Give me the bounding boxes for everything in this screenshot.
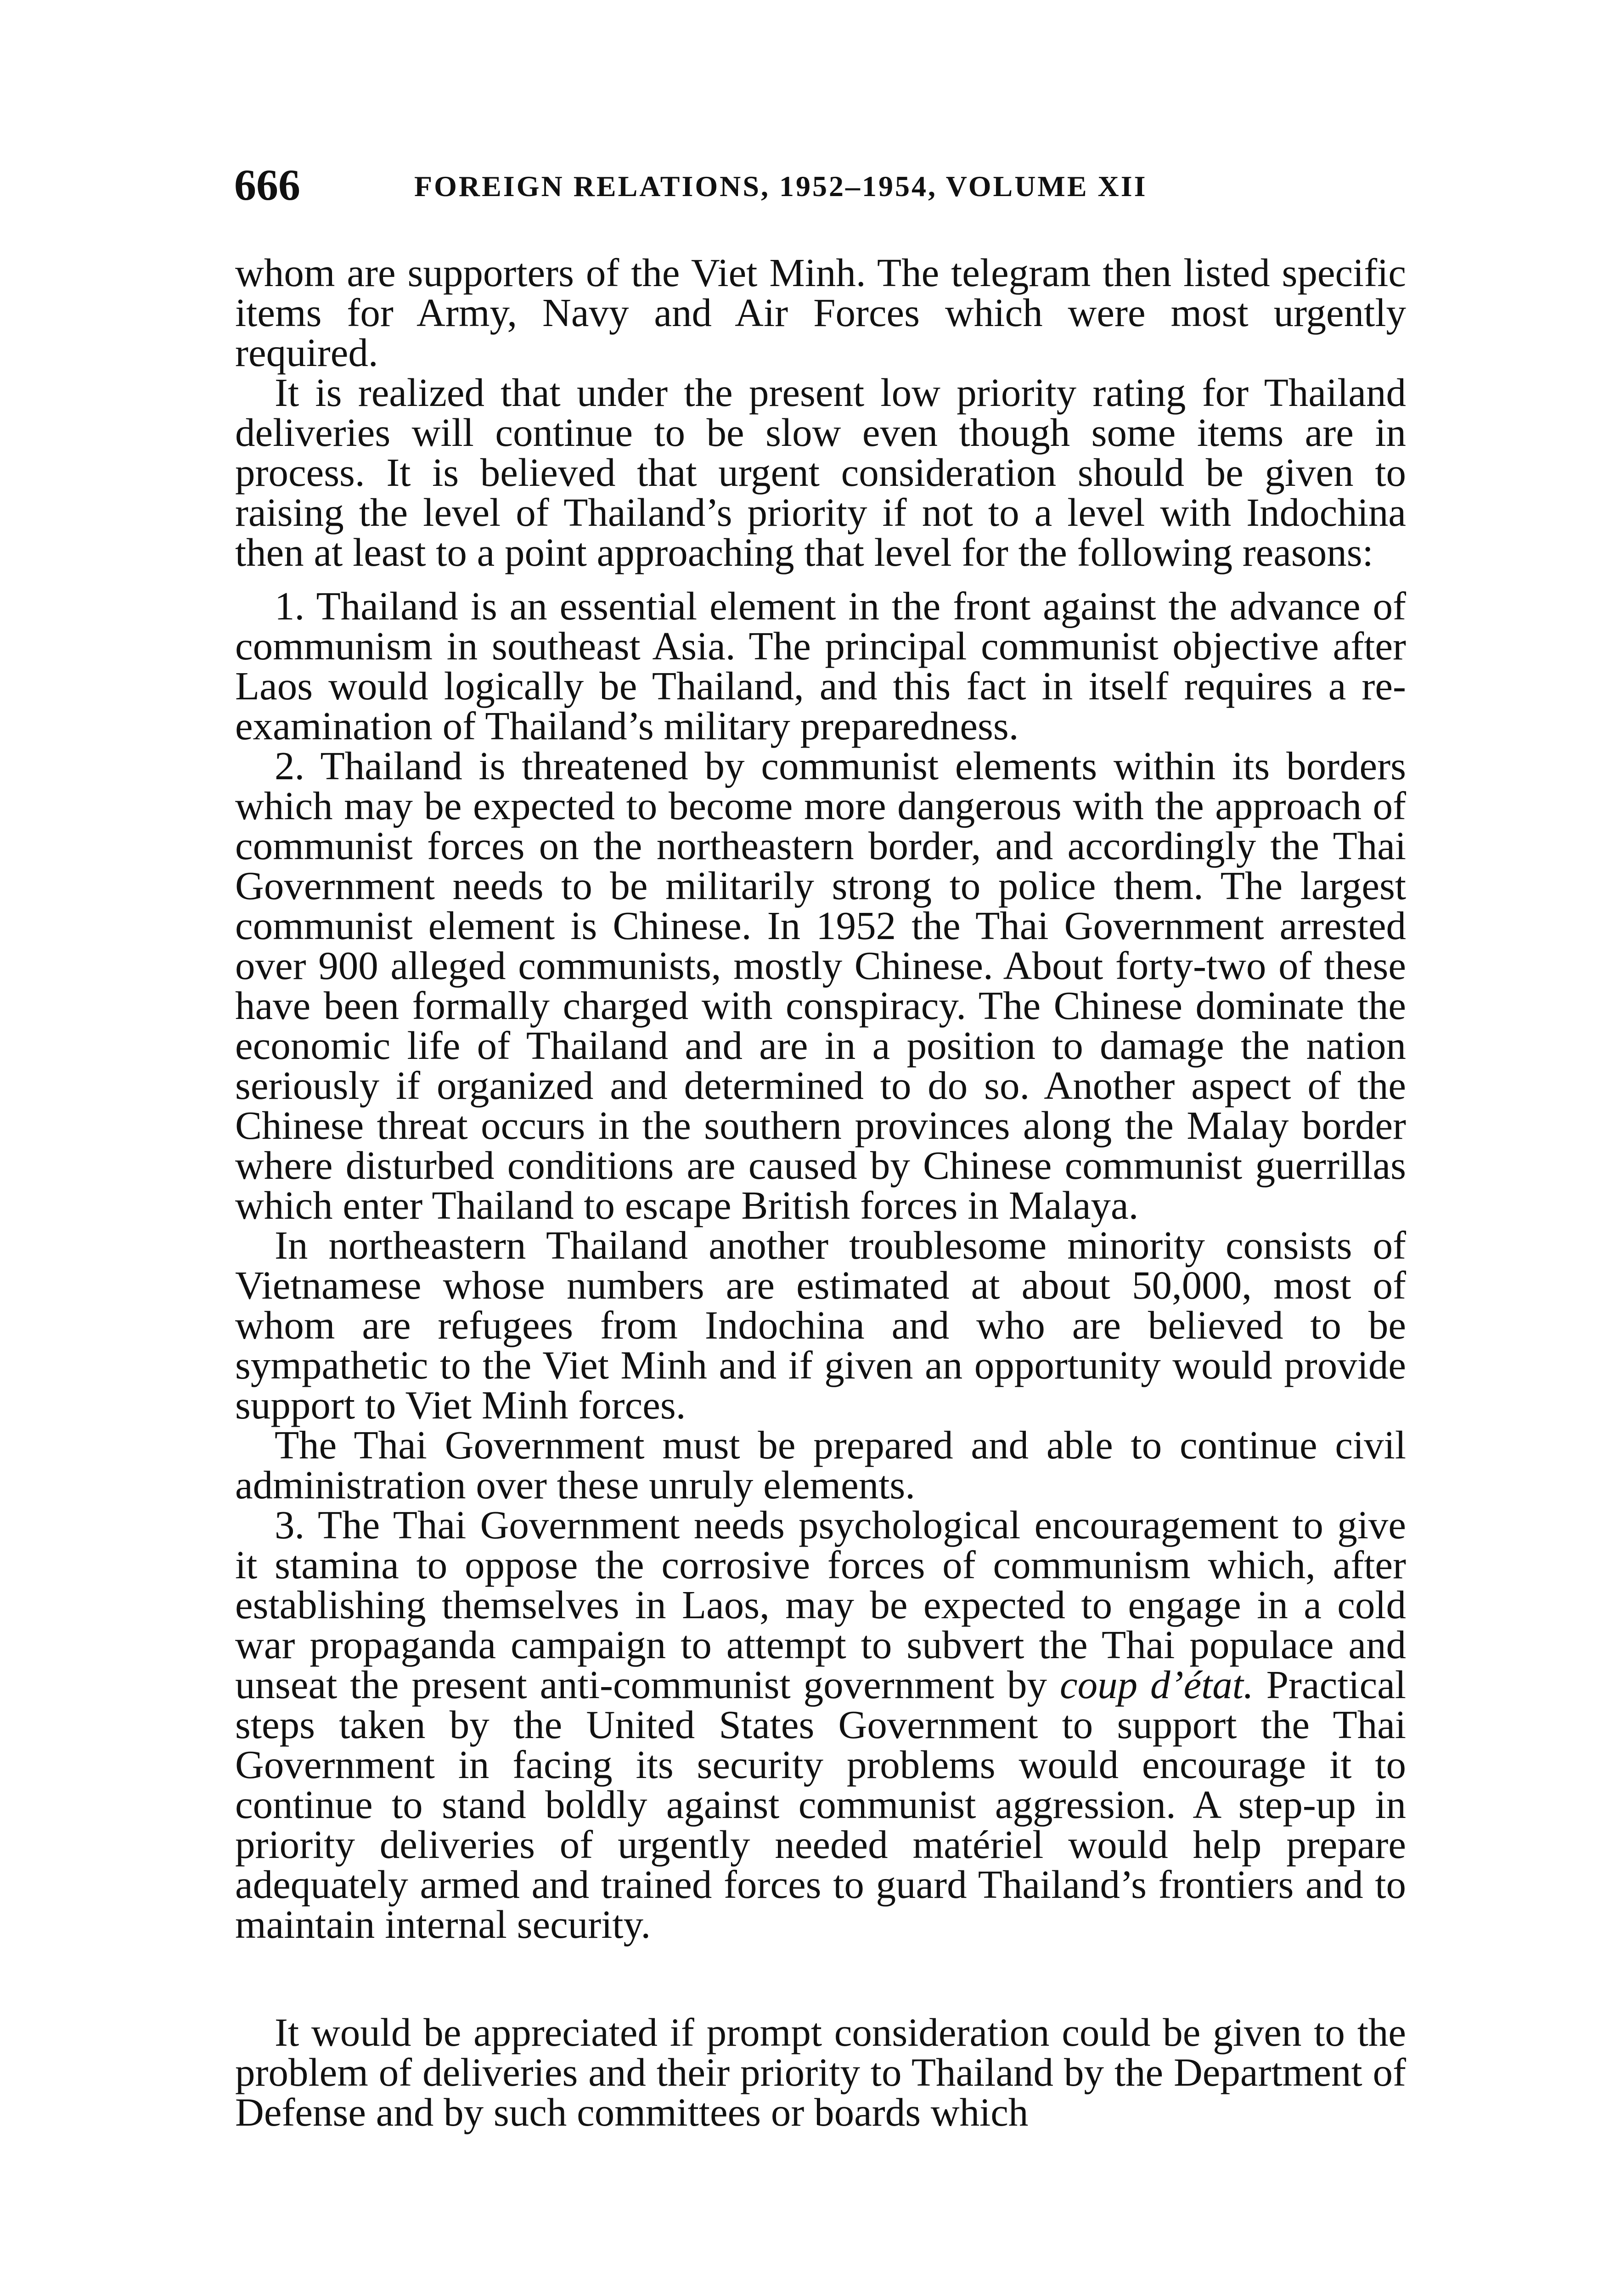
paragraph-priority: It is realized that under the present low priority rating for Thailand deliveries will continue to be slow even though some items are in process. It is believed that urgent consideration should be given to raising the level of Thailand’s priority if not to a level with Indochina then at least to a point approaching that level for the following reasons: [235, 370, 1406, 574]
list-item-3 [235, 1503, 1406, 1947]
body-text [235, 250, 1406, 2134]
paragraph-continuation: whom are supporters of the Viet Minh. The telegram then listed specific items for Army, Navy and Air Forces which were most urgently required. [235, 250, 1406, 375]
running-head: FOREIGN RELATIONS, 1952–1954, VOLUME XII [414, 170, 1148, 203]
list-item-1: 1. Thailand is an essential element in the front against the advance of communism in southeast Asia. The principal communist objective after Laos would logically be Thailand, and this fact in itself requires a re-examination of Thailand’s military preparedness. [235, 584, 1406, 748]
list-item-3-text-start: 3. The Thai Government needs psychological encouragement to give it stamina to oppose the corrosive forces of communism which, after establishing themselves in Laos, may be expected to engage in a cold war propaganda campaign to attempt to subvert the Thai populace and unseat the present anti-communist government by [235, 1503, 1406, 1707]
list-item-2-continuation-administration: The Thai Government must be prepared and able to continue civil administration over these unruly elements. [235, 1423, 1406, 1507]
list-item-3-text-end: Practical steps taken by the United States Government to support the Thai Government in facing its security problems would encourage it to continue to stand boldly against communist aggression. A step-up in priority deliveries of urgently needed matériel would help prepare adequately armed and trained forces to guard Thailand’s frontiers and to maintain internal security. [235, 1662, 1406, 1947]
page-number: 666 [234, 160, 300, 209]
list-item-2-continuation-vietnamese: In northeastern Thailand another troublesome minority consists of Vietnamese whose numbers are estimated at about 50,000, most of whom are refugees from Indochina and who are believed to be sympathetic to the Viet Minh and if given an opportunity would provide support to Viet Minh forces. [235, 1223, 1406, 1427]
list-item-2: 2. Thailand is threatened by communist elements within its borders which may be expected to become more dangerous with the approach of communist forces on the northeastern border, and accordingly the Thai Government needs to be militarily strong to police them. The largest communist element is Chinese. In 1952 the Thai Government arrested over 900 alleged communists, mostly Chinese. About forty-two of these have been formally charged with conspiracy. The Chinese dominate the economic life of Thailand and are in a position to damage the nation seriously if organized and determined to do so. Another aspect of the Chinese threat occurs in the southern provinces along the Malay border where disturbed conditions are caused by Chinese communist guerrillas which enter Thailand to escape British forces in Malaya. [235, 743, 1406, 1227]
list-item-3-italic-phrase: coup d’état. [1060, 1662, 1254, 1707]
paragraph-closing: It would be appreciated if prompt consideration could be given to the problem of deliveries and their priority to Thailand by the Department of Defense and by such committees or boards which [235, 2010, 1406, 2134]
spacer [235, 1944, 1406, 2012]
page-header [234, 160, 1410, 218]
